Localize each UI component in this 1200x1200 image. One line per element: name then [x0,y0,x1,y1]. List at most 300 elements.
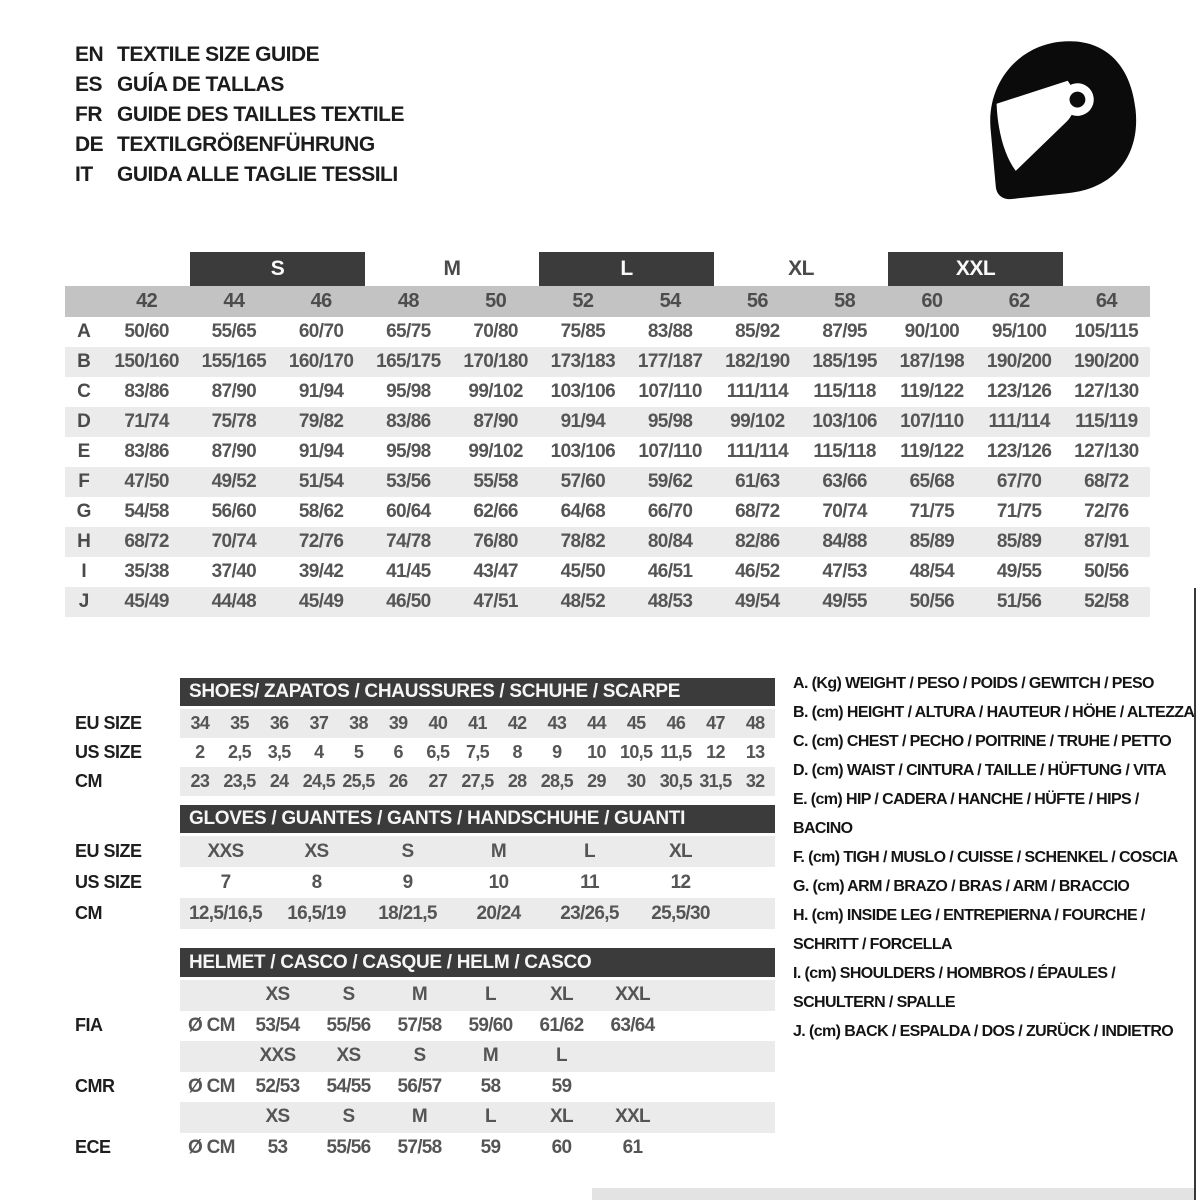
gloves-title: GLOVES / GUANTES / GANTS / HANDSCHUHE / GUANTI [180,805,775,833]
size-cell: 182/190 [725,351,790,372]
helmet-values-row [75,1072,775,1103]
size-cell: 123/126 [986,441,1052,462]
size-cell: 56/60 [211,501,257,522]
size-cell: 23/26,5 [560,902,619,924]
helmet-rows [75,980,775,1163]
size-cell: 59/60 [468,1014,513,1036]
size-cell: 87/91 [1084,531,1129,552]
size-cell: 27,5 [461,771,494,791]
helmet-sizes-row [75,980,775,1011]
size-cell: 45/49 [298,591,344,612]
legend-item: B. (cm) HEIGHT / ALTURA / HAUTEUR / HÖHE / ALTEZZA [793,704,1195,721]
size-cell: 90/100 [904,321,960,342]
size-cell: 47/53 [822,561,867,582]
helmet-size-header: XXS [259,1045,296,1067]
size-cell: 28,5 [540,771,573,791]
size-cell: 95/98 [386,441,431,462]
helmet-size-header: XL [550,984,573,1006]
size-cell: 66/70 [647,501,693,522]
size-cell: 49/55 [996,561,1042,582]
size-cell: 62/66 [473,501,518,522]
size-cell: 9 [552,742,562,762]
size-cell [597,1072,668,1103]
size-cell: 177/187 [637,351,703,372]
row-label: CM [75,771,102,791]
unit-spacer [180,1041,242,1072]
size-cell: 35/38 [124,561,169,582]
size-cell: 54/55 [326,1075,371,1097]
size-cell: 83/86 [124,381,169,402]
size-cell: 61 [622,1136,643,1158]
row-letter: F [78,471,90,492]
size-column-header: 56 [746,290,768,312]
helmet-size-header: XS [265,1106,290,1128]
helmet-size-header: M [411,1106,428,1128]
size-cell: 72/76 [1084,501,1129,522]
unit-cell: Ø CM [188,1075,235,1097]
row-label [75,1041,180,1072]
size-cell: 74/78 [386,531,431,552]
row-label: US SIZE [75,872,142,892]
size-column-header: 62 [1008,290,1030,312]
size-cell: 59 [551,1075,572,1097]
size-column-header: 42 [136,290,158,312]
section-row [75,709,775,738]
size-cell: 91/94 [560,411,606,432]
size-cell: 87/95 [822,321,867,342]
size-cell: 47/50 [124,471,169,492]
legend-item: F. (cm) TIGH / MUSLO / CUISSE / SCHENKEL / COSCIA [793,849,1178,866]
row-cells [180,836,775,867]
size-cell: 49/55 [822,591,867,612]
size-cell: 75/78 [211,411,257,432]
size-column-header: 44 [223,290,245,312]
size-cell: 4 [314,742,324,762]
language-code: FR [75,103,102,126]
size-cell: 155/165 [201,351,267,372]
textile-row [65,497,1150,527]
size-cell: 42 [507,713,527,733]
size-cell: 13 [745,742,765,762]
size-cell: 29 [587,771,606,791]
row-label: US SIZE [75,742,142,762]
textile-size-table [65,252,1150,617]
language-code: IT [75,163,93,186]
size-cell: 82/86 [735,531,780,552]
size-cell: 44/48 [211,591,257,612]
legend-item: I. (cm) SHOULDERS / HOMBROS / ÉPAULES / SCHULTERN / SPALLE [793,965,1116,1011]
size-cell: 24 [269,771,289,791]
size-cell: 85/89 [996,531,1042,552]
size-cell: 31,5 [699,771,732,791]
size-cell: 25,5/30 [651,902,710,924]
size-cell: 47 [706,713,725,733]
size-cell: 55/56 [326,1014,371,1036]
size-cell: 11 [580,871,599,893]
row-letter: H [77,531,91,552]
size-cell: 103/106 [550,381,616,402]
size-cell: 49/54 [735,591,780,612]
helmet-size-header: M [482,1045,499,1067]
size-cell: 107/110 [638,441,702,462]
size-band-s: S [190,252,365,286]
size-cell: 187/198 [899,351,965,372]
language-list [75,40,404,190]
legend-item: J. (cm) BACK / ESPALDA / DOS / ZURÜCK / INDIETRO [793,1023,1174,1040]
size-cell: 37 [309,713,329,733]
standard-label: ECE [75,1137,111,1158]
size-cell: 85/92 [735,321,780,342]
row-cells [180,867,775,898]
row-letter: J [78,591,90,612]
textile-row [65,407,1150,437]
row-letter: B [77,351,91,372]
helmet-section [75,948,775,1163]
size-cell: 115/118 [813,441,876,462]
size-cell: 46 [666,713,686,733]
shoes-rows [75,709,775,796]
row-label: EU SIZE [75,713,142,733]
size-cell: 115/119 [1075,411,1138,432]
row-label: CM [75,903,102,923]
size-cell: 72/76 [298,531,344,552]
helmet-size-header: XXL [615,1106,650,1128]
size-cell: 68/72 [735,501,780,522]
size-cell: 119/122 [900,381,964,402]
row-letter: G [76,501,92,522]
helmet-size-header: L [556,1045,567,1067]
size-cell: 68/72 [124,531,169,552]
row-cells [180,738,775,767]
size-cell: 3,5 [267,742,291,762]
size-column-header: 48 [397,290,419,312]
size-cell: 55/56 [326,1136,371,1158]
size-cell: 71/75 [996,501,1042,522]
textile-row [65,347,1150,377]
size-cell: XS [304,840,329,862]
size-cell: 111/114 [988,411,1050,432]
helmet-size-header: S [342,984,355,1006]
row-cells [180,1011,775,1042]
size-cell: 78/82 [560,531,606,552]
size-cell: 103/106 [812,411,877,432]
size-cell: 8 [512,742,522,762]
helmet-size-header [597,1041,668,1072]
size-cell: 107/110 [638,381,702,402]
size-cell: S [401,840,414,862]
textile-rows [65,317,1150,617]
size-cell: 80/84 [647,531,693,552]
size-cell: 53 [267,1136,288,1158]
size-cell: 10,5 [620,742,653,762]
size-cell: 70/74 [211,531,257,552]
size-columns-row [65,286,1150,317]
size-cell: 170/180 [463,351,528,372]
textile-row [65,317,1150,347]
helmet-values-row [75,1011,775,1042]
size-column-header: 64 [1095,290,1117,312]
textile-row [65,437,1150,467]
legend-item: C. (cm) CHEST / PECHO / POITRINE / TRUHE / PETTO [793,733,1172,750]
bottom-edge-shade [592,1188,1194,1200]
size-cell: 190/200 [1074,351,1139,372]
textile-row [65,527,1150,557]
size-cell: 25,5 [342,771,375,791]
size-cell: 50/56 [1084,561,1129,582]
size-cell: 39/42 [298,561,344,582]
language-row [75,40,404,70]
helmet-size-header: XS [336,1045,361,1067]
size-cell: 111/114 [726,441,789,462]
section-row [75,867,775,898]
size-cell: 111/114 [726,381,789,402]
gloves-rows [75,836,775,929]
size-cell: 26 [388,771,408,791]
size-cell: 63/66 [822,471,867,492]
size-cell: 37/40 [211,561,257,582]
textile-row [65,377,1150,407]
shoes-title: SHOES/ ZAPATOS / CHAUSSURES / SCHUHE / SCARPE [180,678,775,706]
helmet-values-row [75,1133,775,1164]
size-cell: 95/98 [647,411,693,432]
helmet-title: HELMET / CASCO / CASQUE / HELM / CASCO [180,948,775,977]
size-cell: 45/49 [124,591,169,612]
measurement-legend [793,669,1195,1046]
row-cells [180,1102,775,1133]
language-code: EN [75,43,104,66]
size-cell: 59 [480,1136,501,1158]
size-cell: 55/58 [473,471,518,492]
row-cells [180,709,775,738]
row-cells [180,980,775,1011]
size-cell: 34 [190,713,210,733]
size-cell: 60/70 [298,321,344,342]
size-band-l: L [539,252,714,286]
size-cell: 79/82 [298,411,344,432]
size-cell: 44 [587,713,606,733]
legend-item: A. (Kg) WEIGHT / PESO / POIDS / GEWITCH / PESO [793,675,1154,692]
size-cell: 173/183 [550,351,616,372]
size-cell: 91/94 [298,441,344,462]
row-cells [180,898,775,929]
standard-label: CMR [75,1076,115,1097]
language-row [75,130,404,160]
language-label: GUIDE DES TAILLES TEXTILE [117,103,404,126]
row-letter: C [77,381,91,402]
legend-item: E. (cm) HIP / CADERA / HANCHE / HÜFTE / HIPS / BACINO [793,791,1139,837]
size-cell: 47/51 [473,591,518,612]
unit-cell: Ø CM [188,1136,235,1158]
row-letter: I [81,561,87,582]
size-cell: 12 [670,871,691,893]
size-cell: 20/24 [476,902,521,924]
helmet-size-header: S [413,1045,426,1067]
row-cells [180,1041,775,1072]
size-cell: 75/85 [560,321,606,342]
size-band-row [65,252,1150,286]
size-column-header: 54 [659,290,681,312]
size-cell: 36 [269,713,289,733]
size-cell: 65/68 [909,471,955,492]
size-cell: 60 [551,1136,572,1158]
size-cell: 12 [706,742,725,762]
language-code: ES [75,73,103,96]
legend-item: H. (cm) INSIDE LEG / ENTREPIERNA / FOURCHE / SCHRITT / FORCELLA [793,907,1145,953]
helmet-size-header: L [485,984,496,1006]
row-cells [180,1133,775,1164]
size-cell: 46/52 [735,561,780,582]
size-band-xxl: XXL [888,252,1063,286]
right-edge-line [1194,588,1196,1200]
size-cell: 99/102 [468,441,523,462]
size-cell: 6,5 [426,742,450,762]
unit-spacer [180,1102,242,1133]
size-cell: 185/195 [812,351,877,372]
helmet-size-header: M [411,984,428,1006]
size-cell: 39 [388,713,408,733]
size-cell: 54/58 [124,501,169,522]
size-column-header: 50 [485,290,507,312]
size-cell: L [584,840,595,862]
size-column-header: 58 [834,290,856,312]
language-label: GUIDA ALLE TAGLIE TESSILI [117,163,398,186]
size-cell: 24,5 [302,771,335,791]
row-label: EU SIZE [75,841,142,861]
size-cell: 58/62 [298,501,344,522]
size-band-xl: XL [788,257,814,280]
size-cell: 85/89 [909,531,955,552]
section-row [75,767,775,796]
language-label: TEXTILGRÖßENFÜHRUNG [117,133,375,156]
row-cells [180,767,775,796]
size-cell: 45/50 [560,561,606,582]
size-cell: 51/56 [996,591,1042,612]
size-cell: 12,5/16,5 [189,902,262,924]
size-cell: 51/54 [298,471,344,492]
size-cell: 61/63 [735,471,780,492]
size-cell: 48 [745,713,765,733]
size-cell: 7,5 [466,742,489,762]
unit-cell: Ø CM [188,1014,235,1036]
size-cell: 10 [488,871,509,893]
size-cell: 56/57 [397,1075,442,1097]
section-row [75,738,775,767]
size-cell: 57/58 [397,1014,442,1036]
size-cell: 57/60 [560,471,606,492]
size-cell: 123/126 [986,381,1052,402]
size-cell: 8 [311,871,322,893]
row-letter: D [77,411,91,432]
helmet-size-header: XS [265,984,290,1006]
size-cell: 105/115 [1074,321,1139,342]
size-cell: 127/130 [1074,441,1139,462]
size-cell: 71/75 [909,501,955,522]
language-label: GUÍA DE TALLAS [117,73,284,96]
size-cell: 53/54 [255,1014,300,1036]
size-cell: XL [669,840,692,862]
size-cell: 28 [507,771,527,791]
size-cell: 63/64 [610,1014,655,1036]
gloves-section [75,805,775,929]
helmet-icon [963,21,1158,211]
size-cell: 83/86 [124,441,169,462]
size-cell: 95/98 [386,381,431,402]
language-code: DE [75,133,104,156]
language-row [75,160,404,190]
row-letter: A [77,321,91,342]
size-cell: 150/160 [114,351,179,372]
helmet-sizes-row [75,1102,775,1133]
size-cell: 127/130 [1074,381,1139,402]
size-cell: 40 [428,713,448,733]
size-cell: 38 [349,713,368,733]
size-cell: 9 [402,871,413,893]
size-cell: 16,5/19 [287,902,346,924]
size-cell: 65/75 [386,321,431,342]
size-cell: 27 [428,771,448,791]
size-cell: 70/80 [473,321,518,342]
size-cell: 83/88 [647,321,693,342]
row-label [75,1102,180,1133]
size-cell: 119/122 [900,441,964,462]
size-cell: 68/72 [1084,471,1129,492]
size-cell: 71/74 [124,411,169,432]
size-column-header: 46 [310,290,332,312]
size-cell: 60/64 [386,501,431,522]
size-cell: 103/106 [550,441,616,462]
textile-row [65,467,1150,497]
language-row [75,100,404,130]
size-cell: 99/102 [730,411,785,432]
size-cell: 41/45 [386,561,431,582]
size-cell: 84/88 [822,531,867,552]
helmet-size-header: L [485,1106,496,1128]
size-cell: 18/21,5 [378,902,437,924]
size-cell: 76/80 [473,531,518,552]
section-row [75,836,775,867]
size-cell: 23 [190,771,210,791]
size-cell: 50/56 [909,591,955,612]
size-cell: 46/51 [647,561,693,582]
shoes-section [75,678,775,796]
legend-item: D. (cm) WAIST / CINTURA / TAILLE / HÜFTUNG / VITA [793,762,1166,779]
size-cell: 107/110 [900,411,964,432]
size-cell: 67/70 [996,471,1042,492]
size-column-header: 52 [572,290,594,312]
size-cell: 45 [626,713,646,733]
language-row [75,70,404,100]
size-cell: 48/52 [560,591,606,612]
size-cell: 2 [195,742,205,762]
size-cell: 190/200 [986,351,1052,372]
size-cell: 46/50 [386,591,431,612]
size-cell: 35 [230,713,249,733]
textile-row [65,557,1150,587]
size-cell: 70/74 [822,501,867,522]
size-cell: 58 [480,1075,501,1097]
row-cells [180,1072,775,1103]
size-cell: 87/90 [473,411,518,432]
corner-cell [65,286,103,317]
size-cell: 115/118 [813,381,876,402]
helmet-size-header: XXL [615,984,650,1006]
size-cell: 49/52 [211,471,257,492]
unit-spacer [180,980,242,1011]
size-cell: 48/53 [647,591,693,612]
size-cell: 30,5 [659,771,692,791]
size-cell: 23,5 [223,771,256,791]
size-cell: 52/58 [1084,591,1129,612]
